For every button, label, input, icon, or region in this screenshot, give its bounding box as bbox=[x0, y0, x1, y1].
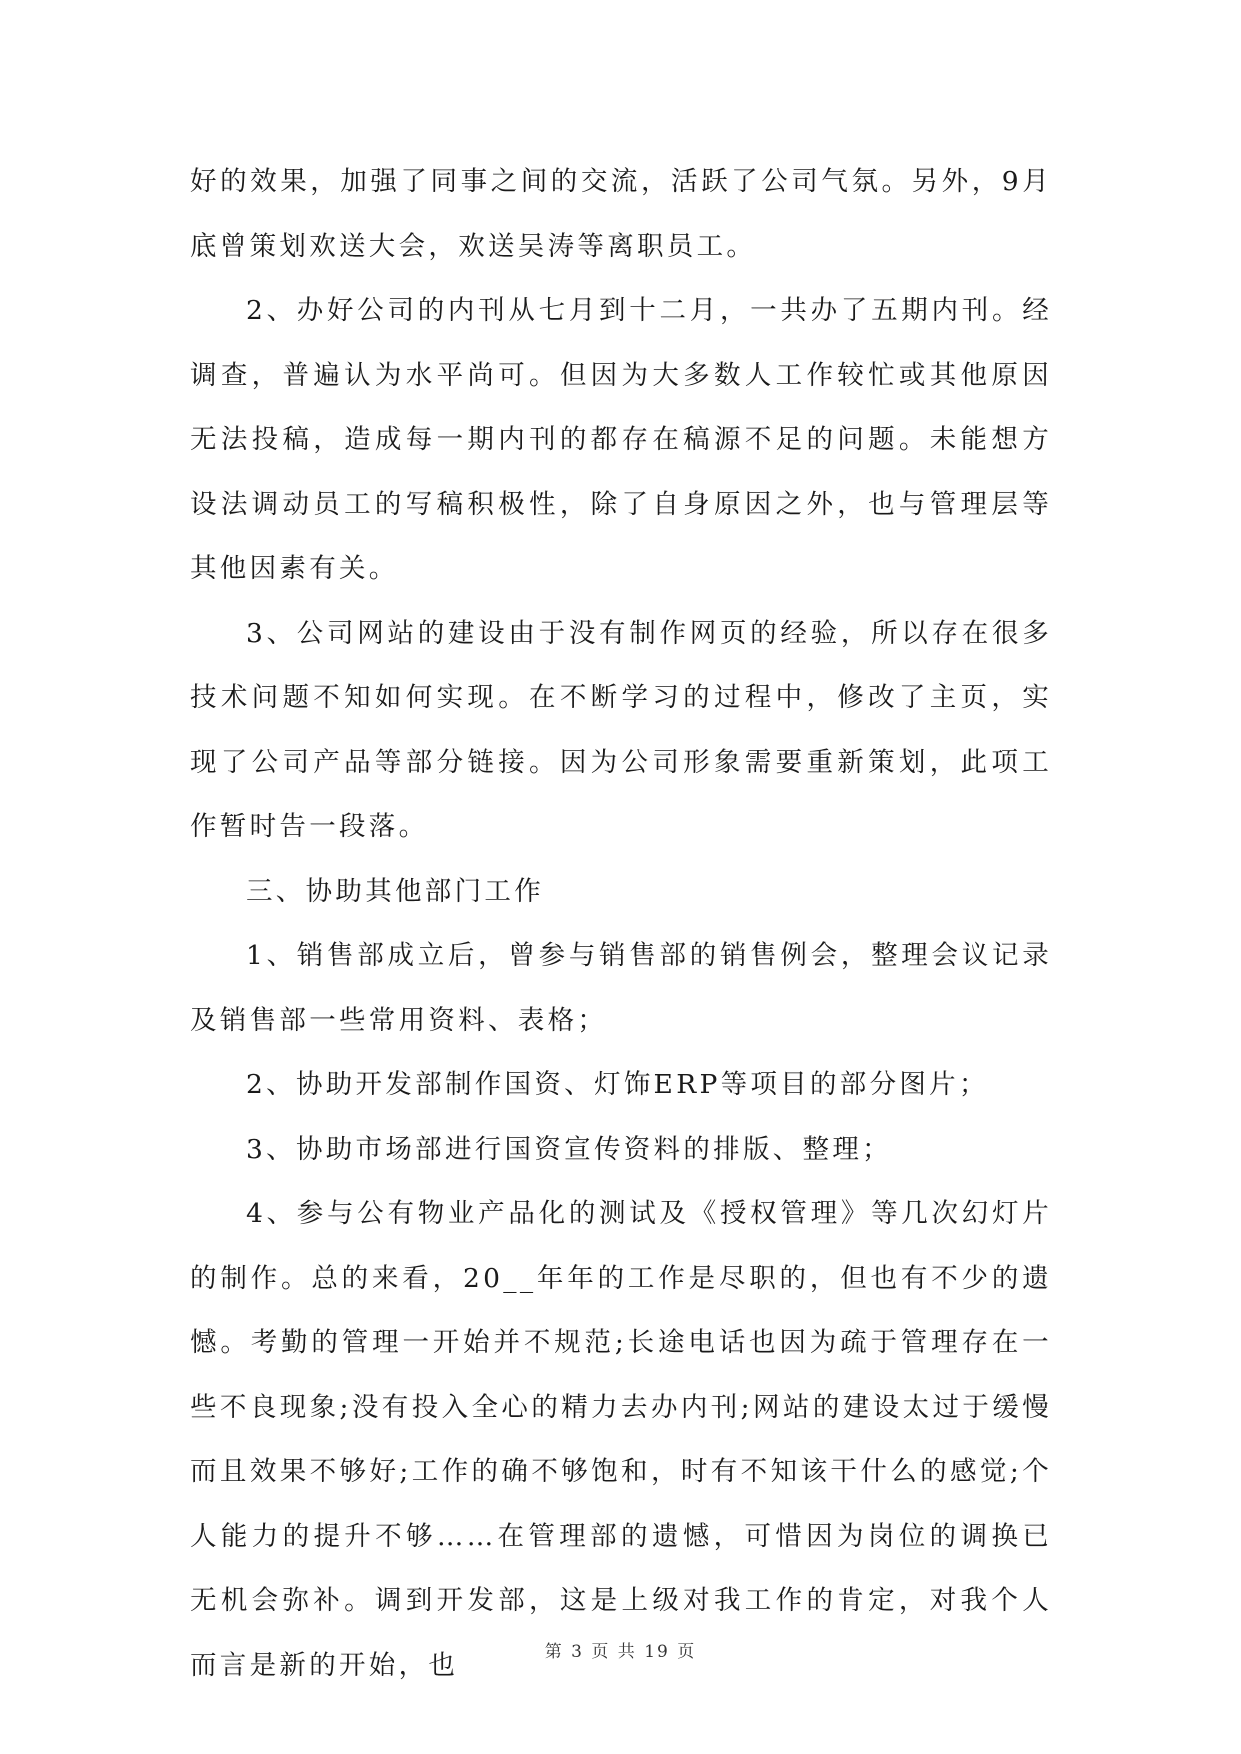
section-heading: 三、协助其他部门工作 bbox=[246, 875, 544, 907]
paragraph-1: 好的效果，加强了同事之间的交流，活跃了公司气氛。另外，9月底曾策划欢送大会，欢送吴涛等离职员工。 bbox=[190, 166, 1052, 262]
paragraph-7: 3、协助市场部进行国资宣传资料的排版、整理； bbox=[246, 1133, 892, 1165]
paragraph-3: 3、公司网站的建设由于没有制作网页的经验，所以存在很多技术问题不知如何实现。在不断学习的过程中，修改了主页，实现了公司产品等部分链接。因为公司形象需要重新策划，此项工作暂时告一段落。 bbox=[190, 617, 1052, 842]
paragraph-5: 1、销售部成立后，曾参与销售部的销售例会，整理会议记录及销售部一些常用资料、表格； bbox=[190, 940, 1052, 1036]
paragraph-8: 4、参与公有物业产品化的测试及《授权管理》等几次幻灯片的制作。总的来看，20__年年的工作是尽职的，但也有不少的遗憾。考勤的管理一开始并不规范;长途电话也因为疏于管理存在一些不良现象;没有投入全心的精力去办内刊;网站的建设太过于缓慢而且效果不够好;工作的确不够饱和，时有不知该干什么的感觉;个人能力的提升不够……在管理部的遗憾，可惜因为岗位的调换已无机会弥补。调到开发部，这是上级对我工作的肯定，对我个人而言是新的开始，也 bbox=[190, 1198, 1052, 1681]
paragraph-6: 2、协助开发部制作国资、灯饰ERP等项目的部分图片； bbox=[246, 1069, 989, 1100]
paragraph-2: 2、办好公司的内刊从七月到十二月，一共办了五期内刊。经调查，普遍认为水平尚可。但因为大多数人工作较忙或其他原因无法投稿，造成每一期内刊的都存在稿源不足的问题。未能想方设法调动员工的写稿积极性，除了自身原因之外，也与管理层等其他因素有关。 bbox=[190, 295, 1052, 584]
page-number-footer: 第 3 页 共 19 页 bbox=[544, 1642, 697, 1662]
document-body bbox=[190, 150, 1052, 1698]
